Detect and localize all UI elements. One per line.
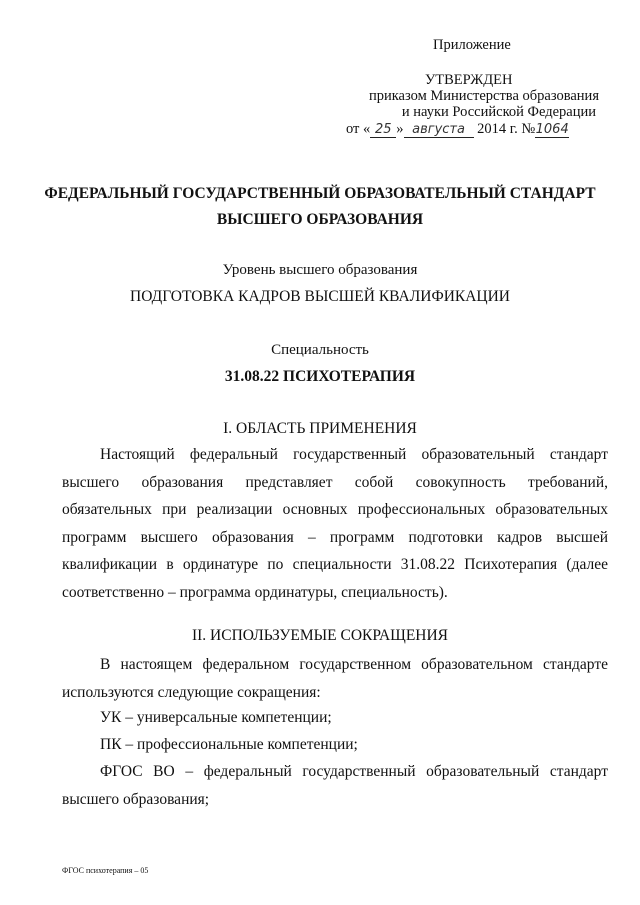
- abbreviation-fgos: ФГОС ВО – федеральный государственный образовательный стандарт высшего образования;: [62, 763, 608, 808]
- date-day: 25: [370, 122, 396, 138]
- specialty-label: Специальность: [271, 342, 369, 358]
- abbreviation-uk: УК – универсальные компетенции;: [100, 709, 332, 726]
- title-line-1: ФЕДЕРАЛЬНЫЙ ГОСУДАРСТВЕННЫЙ ОБРАЗОВАТЕЛЬНЫЙ СТАНДАРТ: [44, 185, 596, 202]
- level-label: Уровень высшего образования: [222, 262, 418, 278]
- order-line-2: и науки Российской Федерации: [401, 104, 596, 120]
- date-prefix: от «: [346, 121, 371, 137]
- abbreviation-pk: ПК – профессиональные компетенции;: [100, 736, 358, 753]
- level-value: ПОДГОТОВКА КАДРОВ ВЫСШЕЙ КВАЛИФИКАЦИИ: [130, 288, 510, 305]
- order-number: 1064: [535, 122, 569, 137]
- date-year: 2014 г. №: [477, 121, 536, 137]
- page-footer: ФГОС психотерапия – 05: [62, 866, 149, 875]
- date-mid: »: [396, 121, 404, 137]
- date-month: августа: [404, 122, 474, 138]
- title-line-2: ВЫСШЕГО ОБРАЗОВАНИЯ: [216, 211, 424, 228]
- specialty-value: 31.08.22 ПСИХОТЕРАПИЯ: [224, 368, 416, 385]
- order-line-1: приказом Министерства образования: [368, 88, 599, 104]
- appendix-label: Приложение: [433, 37, 511, 53]
- section-2-heading: II. ИСПОЛЬЗУЕМЫЕ СОКРАЩЕНИЯ: [191, 627, 449, 644]
- approved-label: УТВЕРЖДЕН: [425, 72, 513, 88]
- order-date-line: [346, 121, 569, 138]
- section-2-intro: В настоящем федеральном государственном образовательном стандарте используются следующие сокращения:: [62, 656, 608, 701]
- section-1-heading: I. ОБЛАСТЬ ПРИМЕНЕНИЯ: [223, 420, 417, 437]
- section-1-paragraph: Настоящий федеральный государственный образовательный стандарт высшего образования представляет собой совокупность требований, обязательных при реализации основных профессиональных образовательных программ высшего образования – программ подготовки кадров высшей квалификации в ординатуре по специальности 31.08.22 Психотерапия (далее соответственно – программа ординатуры, специальность).: [62, 446, 608, 601]
